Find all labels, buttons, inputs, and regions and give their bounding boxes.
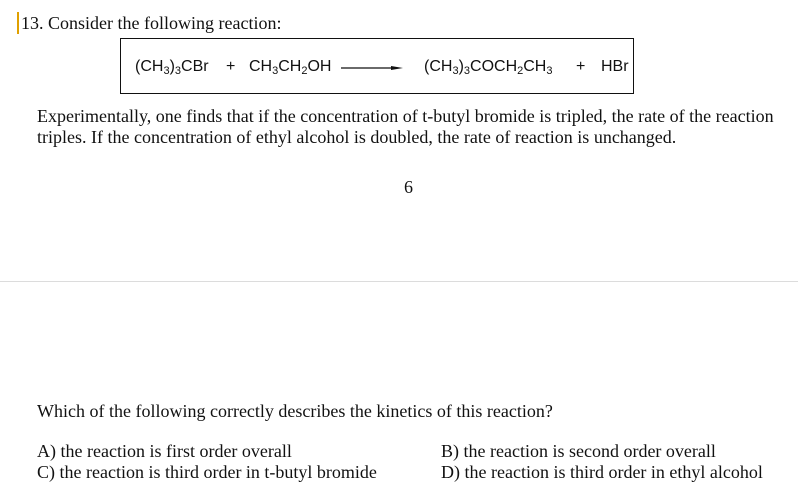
page-number: 6: [404, 177, 413, 197]
choice-a: A) the reaction is first order overall: [37, 441, 292, 461]
reactant-ethanol: $CH_3CH_2OH$: [249, 58, 332, 77]
text-cursor: [17, 12, 19, 34]
reaction-arrow-icon: [341, 66, 403, 70]
question-body: Experimentally, one finds that if the concentration of t-butyl bromide is tripled, the rate of the reaction triples. If the concentration of ethyl alcohol is doubled, the rate of reaction is unchanged.: [37, 106, 774, 147]
plus-sign: +: [226, 58, 236, 75]
choice-b: B) the reaction is second order overall: [441, 441, 716, 461]
reactant-tbutyl-bromide: $(CH_3)_3CBr$: [135, 58, 209, 77]
page-divider: [0, 281, 798, 282]
product-hbr: HBr: [601, 58, 629, 75]
reaction-equation-box: [120, 38, 634, 94]
plus-sign: +: [576, 58, 586, 75]
question-title: 13. Consider the following reaction:: [21, 13, 282, 33]
question-prompt: Which of the following correctly describes the kinetics of this reaction?: [37, 401, 553, 421]
choice-d: D) the reaction is third order in ethyl alcohol: [441, 462, 763, 482]
product-ether: $(CH_3)_3COCH_2CH_3$: [424, 58, 553, 77]
choice-c: C) the reaction is third order in t-butyl bromide: [37, 462, 377, 482]
